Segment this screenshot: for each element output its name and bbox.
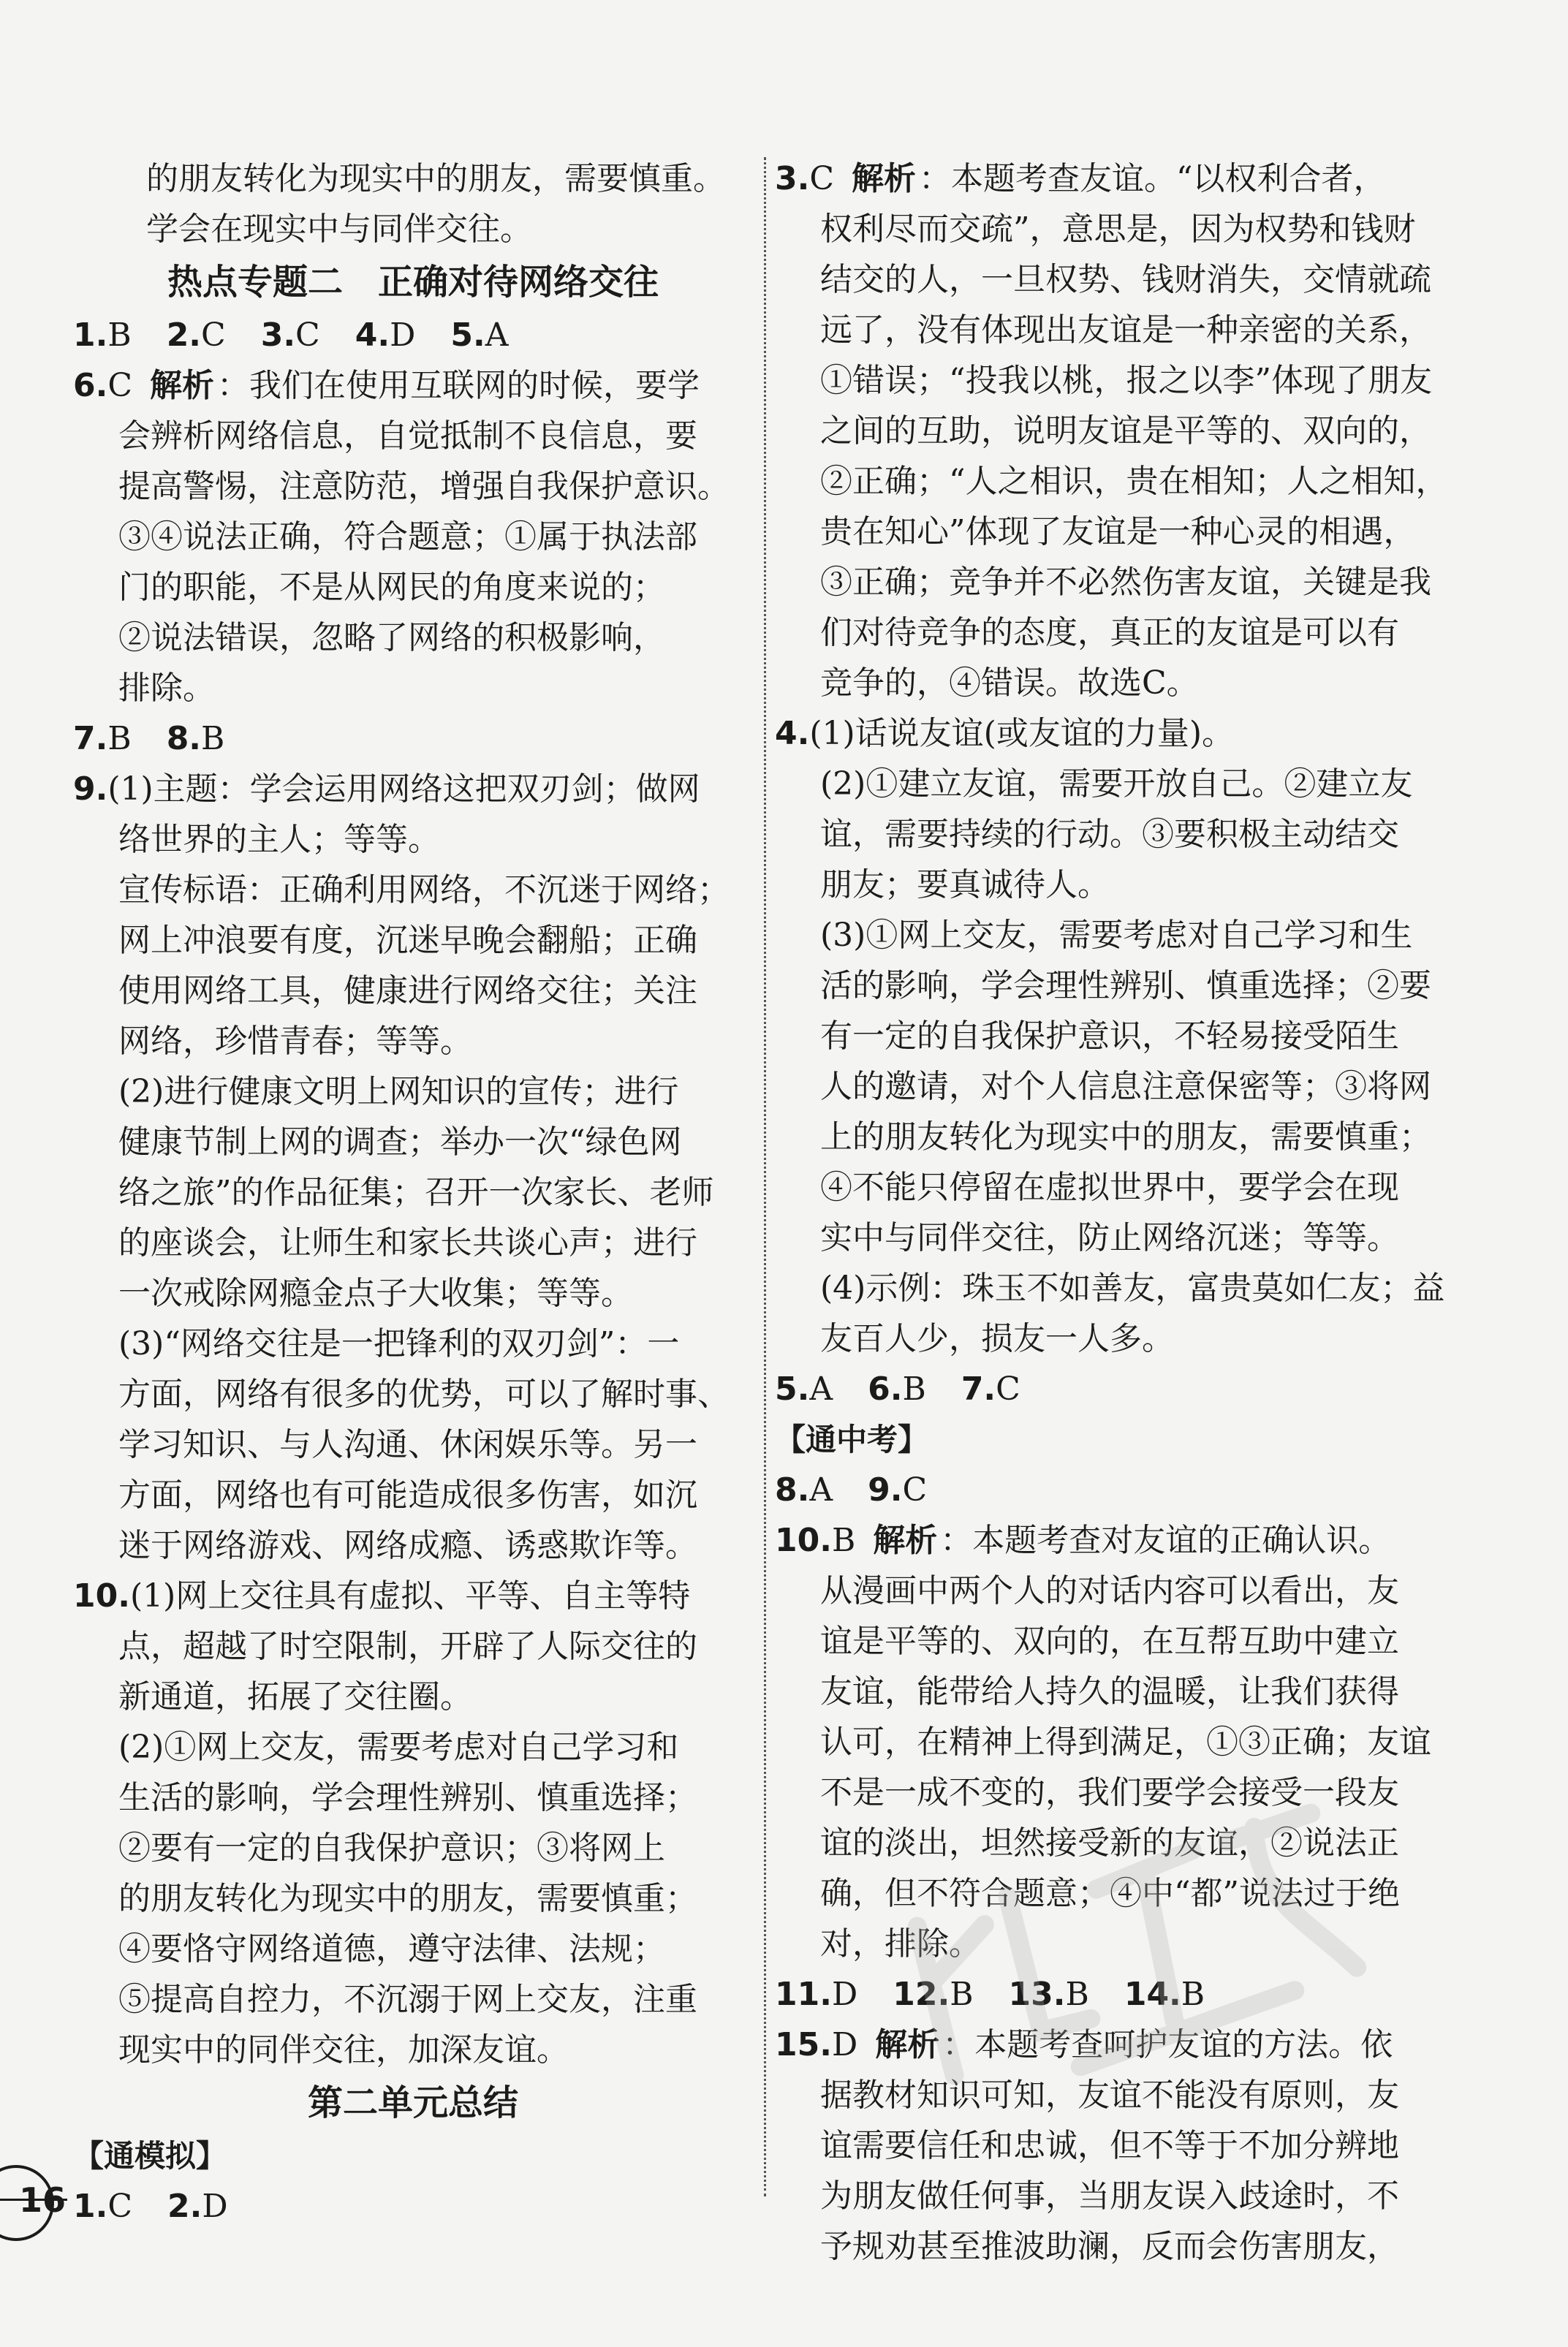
- text-line: 网络，珍惜青春；等等。: [118, 1023, 472, 1060]
- text-line: ③正确；竞争并不必然伤害友谊，关键是我: [820, 564, 1431, 601]
- text-line: 从漫画中两个人的对话内容可以看出，友: [820, 1572, 1399, 1609]
- answer-letter: C: [809, 160, 835, 197]
- text-line: 予规劝甚至推波助澜，反而会伤害朋友，: [820, 2228, 1399, 2265]
- text-line: 确，但不符合题意；④中“都”说法过于绝: [820, 1875, 1400, 1912]
- question-number: 3.: [260, 316, 296, 354]
- column-divider: [764, 157, 766, 2196]
- question-number: 5.: [450, 316, 485, 354]
- text-line: 友百人少，损友一人多。: [820, 1320, 1174, 1357]
- question-number: 2.: [167, 2188, 202, 2225]
- text-line: 对，排除。: [820, 1925, 981, 1963]
- section-heading-unit-summary: 第二单元总结: [307, 2082, 518, 2123]
- text-line: 的朋友转化为现实中的朋友，需要慎重；: [118, 1880, 697, 1917]
- text-line: 结交的人，一旦权势、钱财消失，交情就疏: [820, 261, 1431, 298]
- question-3-first-line: [775, 153, 1469, 204]
- question-9-first-line: [73, 764, 753, 814]
- text-line: 新通道，拓展了交往圈。: [118, 1678, 472, 1715]
- question-4-first-line: [775, 708, 1469, 759]
- analysis-tag: 解析: [852, 160, 917, 197]
- answer-row-5-7: [775, 1364, 1469, 1414]
- section-label-mock: 【通模拟】: [73, 2138, 227, 2174]
- text-line: 据教材知识可知，友谊不能没有原则，友: [820, 2077, 1399, 2114]
- text-line: (2)①网上交友，需要考虑对自己学习和: [118, 1729, 679, 1766]
- question-number: 6.: [868, 1370, 903, 1408]
- question-number: 9.: [73, 770, 108, 808]
- answer-letter: B: [902, 1370, 926, 1408]
- text-line: 竞争的，④错误。故选C。: [820, 664, 1199, 702]
- analysis-tag: 解析: [873, 1522, 938, 1559]
- answer-letter: C: [201, 316, 226, 354]
- text-line: 不是一成不变的，我们要学会接受一段友: [820, 1774, 1399, 1811]
- analysis-text: ：我们在使用互联网的时候，要学: [217, 367, 700, 404]
- page-number: 16: [18, 2180, 66, 2220]
- answer-row-7-8: [73, 713, 753, 764]
- analysis-tag: 解析: [875, 2026, 940, 2063]
- answer-row-1-2: [73, 2181, 753, 2232]
- answer-text: (1)网上交往具有虚拟、平等、自主等特: [129, 1577, 691, 1615]
- text-line: 迷于网络游戏、网络成瘾、诱惑欺诈等。: [118, 1527, 697, 1564]
- text-line: 一次戒除网瘾金点子大收集；等等。: [118, 1275, 633, 1312]
- text-line: ①错误；“投我以桃，报之以李”体现了朋友: [820, 362, 1432, 399]
- question-number: 7.: [961, 1370, 996, 1408]
- text-line: 为朋友做任何事，当朋友误入歧途时，不: [820, 2177, 1399, 2215]
- question-number: 15.: [775, 2026, 832, 2063]
- text-line: 朋友；要真诚待人。: [820, 866, 1110, 903]
- question-number: 1.: [73, 2188, 108, 2225]
- text-line: 提高警惕，注意防范，增强自我保护意识。: [118, 468, 730, 505]
- text-line: 贵在知心”体现了友谊是一种心灵的相遇，: [820, 513, 1416, 550]
- text-line: 健康节制上网的调查；举办一次“绿色网: [118, 1123, 682, 1161]
- section-label-exam: 【通中考】: [775, 1422, 929, 1457]
- text-line: 方面，网络有很多的优势，可以了解时事、: [118, 1376, 730, 1413]
- question-number: 4.: [775, 715, 810, 752]
- answer-letter: A: [809, 1471, 833, 1509]
- answer-letter: D: [390, 316, 416, 354]
- right-column: [775, 153, 1469, 2272]
- text-line: 们对待竞争的态度，真正的友谊是可以有: [820, 614, 1399, 651]
- answer-letter: C: [295, 316, 320, 354]
- text-line: 谊，需要持续的行动。③要积极主动结交: [820, 816, 1399, 853]
- answer-letter: D: [831, 1976, 858, 2013]
- text-line: ④不能只停留在虚拟世界中，要学会在现: [820, 1169, 1399, 1206]
- question-10-first-line: [73, 1571, 753, 1621]
- text-line: 学习知识、与人沟通、休闲娱乐等。另一: [118, 1426, 697, 1463]
- text-line: 会辨析网络信息，自觉抵制不良信息，要: [118, 417, 697, 455]
- question-number: 9.: [868, 1471, 903, 1509]
- answer-letter: C: [902, 1471, 928, 1509]
- question-number: 8.: [775, 1471, 810, 1509]
- question-number: 3.: [775, 160, 810, 197]
- question-number: 7.: [73, 720, 108, 757]
- text-line: 门的职能，不是从网民的角度来说的；: [118, 569, 665, 606]
- answer-letter: A: [485, 316, 509, 354]
- question-number: 11.: [775, 1976, 832, 2013]
- question-10-first-line: [775, 1515, 1469, 1566]
- text-line: (4)示例：珠玉不如善友，富贵莫如仁友；益: [820, 1270, 1445, 1307]
- text-line: 活的影响，学会理性辨别、慎重选择；②要: [820, 967, 1431, 1004]
- answer-row-11-14: [775, 1969, 1469, 2020]
- answer-letter: B: [1065, 1976, 1089, 2013]
- text-line: 生活的影响，学会理性辨别、慎重选择；: [118, 1779, 697, 1816]
- text-line: ②说法错误，忽略了网络的积极影响，: [118, 619, 665, 656]
- analysis-text: ：本题考查呵护友谊的方法。依: [942, 2026, 1393, 2063]
- question-number: 14.: [1124, 1976, 1181, 2013]
- answer-letter: B: [831, 1522, 856, 1559]
- question-number: 13.: [1008, 1976, 1066, 2013]
- text-line: 远了，没有体现出友谊是一种亲密的关系，: [820, 311, 1431, 349]
- answer-text: (1)主题：学会运用网络这把双刃剑；做网: [107, 770, 700, 808]
- question-number: 1.: [73, 316, 108, 354]
- answer-letter: B: [201, 720, 225, 757]
- text-line: 络世界的主人；等等。: [118, 821, 440, 858]
- answer-letter: C: [107, 367, 133, 404]
- answer-letter: D: [202, 2188, 228, 2225]
- question-number: 12.: [893, 1976, 950, 2013]
- text-line: 有一定的自我保护意识，不轻易接受陌生: [820, 1017, 1399, 1055]
- text-line: (3)①网上交友，需要考虑对自己学习和生: [820, 917, 1413, 954]
- text-line: (3)“网络交往是一把锋利的双刃剑”：一: [118, 1325, 680, 1362]
- answer-row-8-9: [775, 1465, 1469, 1515]
- text-line: 实中与同伴交往，防止网络沉迷；等等。: [820, 1219, 1399, 1256]
- question-number: 5.: [775, 1370, 810, 1408]
- question-15-first-line: [775, 2020, 1469, 2070]
- text-line: 人的邀请，对个人信息注意保密等；③将网: [820, 1068, 1431, 1105]
- answer-text: (1)话说友谊(或友谊的力量)。: [809, 715, 1235, 752]
- text-line: 点，超越了时空限制，开辟了人际交往的: [118, 1628, 697, 1665]
- text-line: 的朋友转化为现实中的朋友，需要慎重。: [146, 160, 725, 197]
- text-line: ⑤提高自控力，不沉溺于网上交友，注重: [118, 1981, 697, 2018]
- text-line: 认可，在精神上得到满足，①③正确；友谊: [820, 1724, 1431, 1761]
- text-line: 谊是平等的、双向的，在互帮互助中建立: [820, 1623, 1399, 1660]
- answer-letter: B: [1181, 1976, 1205, 2013]
- question-number: 8.: [166, 720, 202, 757]
- answer-letter: C: [107, 2188, 133, 2225]
- text-line: 之间的互助，说明友谊是平等的、双向的，: [820, 412, 1431, 450]
- analysis-tag: 解析: [150, 367, 215, 404]
- question-number: 2.: [166, 316, 202, 354]
- text-line: 络之旅”的作品征集；召开一次家长、老师: [118, 1174, 714, 1211]
- answer-letter: A: [809, 1370, 833, 1408]
- question-number: 10.: [73, 1577, 130, 1615]
- text-line: (2)①建立友谊，需要开放自己。②建立友: [820, 765, 1413, 803]
- text-line: 排除。: [118, 670, 215, 707]
- text-line: 现实中的同伴交往，加深友谊。: [118, 2031, 569, 2069]
- answer-letter: B: [950, 1976, 974, 2013]
- answer-row-1-5: [73, 310, 753, 360]
- left-column: [73, 153, 753, 2232]
- text-line: 的座谈会，让师生和家长共谈心声；进行: [118, 1224, 697, 1262]
- answer-letter: B: [107, 316, 132, 354]
- text-line: 使用网络工具，健康进行网络交往；关注: [118, 972, 697, 1009]
- text-line: ④要恪守网络道德，遵守法律、法规；: [118, 1930, 665, 1968]
- text-line: ②正确；“人之相识，贵在相知；人之相知，: [820, 463, 1448, 500]
- text-line: 方面，网络也有可能造成很多伤害，如沉: [118, 1476, 697, 1514]
- analysis-text: ：本题考查对友谊的正确认识。: [940, 1522, 1391, 1559]
- text-line: 谊的淡出，坦然接受新的友谊，②说法正: [820, 1824, 1399, 1862]
- text-line: 学会在现实中与同伴交往。: [146, 211, 532, 248]
- analysis-text: ：本题考查友谊。“以权利合者，: [919, 160, 1386, 197]
- text-line: 宣传标语：正确利用网络，不沉迷于网络；: [118, 871, 730, 909]
- question-number: 4.: [355, 316, 390, 354]
- section-heading-hot-topic: 热点专题二 正确对待网络交往: [167, 262, 659, 303]
- text-line: 上的朋友转化为现实中的朋友，需要慎重；: [820, 1118, 1431, 1156]
- text-line: ②要有一定的自我保护意识；③将网上: [118, 1830, 665, 1867]
- question-number: 10.: [775, 1522, 832, 1559]
- text-line: 谊需要信任和忠诚，但不等于不加分辨地: [820, 2127, 1399, 2164]
- answer-letter: B: [107, 720, 132, 757]
- text-line: 友谊，能带给人持久的温暖，让我们获得: [820, 1673, 1399, 1710]
- text-line: 网上冲浪要有度，沉迷早晚会翻船；正确: [118, 922, 697, 959]
- answer-letter: D: [831, 2026, 858, 2063]
- text-line: ③④说法正确，符合题意；①属于执法部: [118, 518, 697, 556]
- question-6-first-line: [73, 360, 753, 411]
- answer-letter: C: [996, 1370, 1020, 1408]
- text-line: 权利尽而交疏”，意思是，因为权势和钱财: [820, 211, 1416, 248]
- question-number: 6.: [73, 367, 108, 404]
- text-line: (2)进行健康文明上网知识的宣传；进行: [118, 1073, 679, 1110]
